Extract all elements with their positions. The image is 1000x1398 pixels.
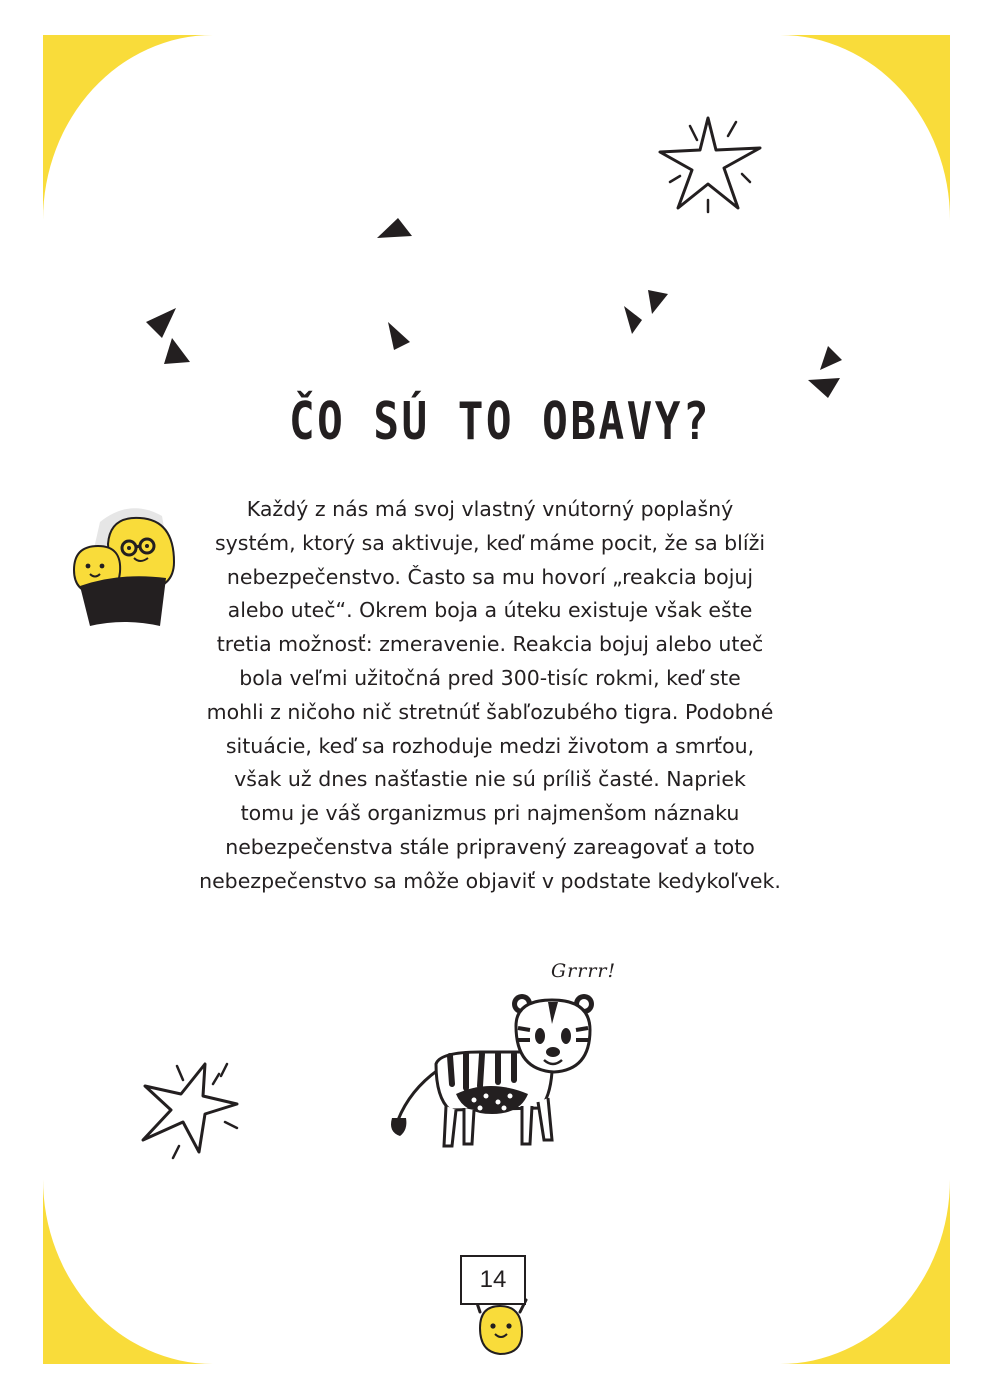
body-line: nebezpečenstvo sa môže objaviť v podstate kedykoľvek.: [199, 868, 781, 893]
star-icon: [133, 1052, 248, 1167]
triangle-confetti-icon: [140, 210, 860, 410]
body-line: tretia možnosť: zmeravenie. Reakcia bojuj alebo uteč: [216, 632, 764, 657]
body-line: nebezpečenstvo. Často sa mu hovorí „reakcia bojuj: [226, 564, 754, 589]
page-number-card: [460, 1255, 526, 1305]
body-line: systém, ktorý sa aktivuje, keď máme pocit, že sa blíži: [214, 530, 766, 555]
body-line: Každý z nás má svoj vlastný vnútorný poplašný: [246, 497, 734, 521]
tiger-icon: [380, 990, 610, 1155]
body-line: situácie, keď sa rozhoduje medzi životom a smrťou,: [225, 733, 755, 758]
page-title: ČO SÚ TO OBAVY?: [289, 392, 711, 452]
body-line: však už dnes našťastie nie sú príliš časté. Napriek: [234, 767, 746, 792]
body-line: alebo uteč“. Okrem boja a úteku existuje však ešte: [227, 598, 753, 623]
corner-decoration-top-left: [43, 35, 213, 220]
body-line: tomu je váš organizmus pri najmenšom náznaku: [240, 801, 740, 826]
body-line: nebezpečenstva stále pripravený zareagovať a toto: [225, 834, 755, 859]
star-icon: [650, 108, 770, 218]
tiger-speech-text: Grrrr!: [551, 960, 617, 982]
body-line: bola veľmi užitočná pred 300-tisíc rokmi, keď ste: [239, 665, 741, 690]
page-number: 14: [479, 1266, 507, 1293]
body-paragraph: [160, 493, 820, 899]
corner-decoration-bottom-right: [780, 1179, 950, 1364]
body-line: mohli z ničoho nič stretnúť šabľozubého tigra. Podobné: [206, 699, 774, 724]
corner-decoration-bottom-left: [43, 1179, 213, 1364]
corner-decoration-top-right: [780, 35, 950, 220]
